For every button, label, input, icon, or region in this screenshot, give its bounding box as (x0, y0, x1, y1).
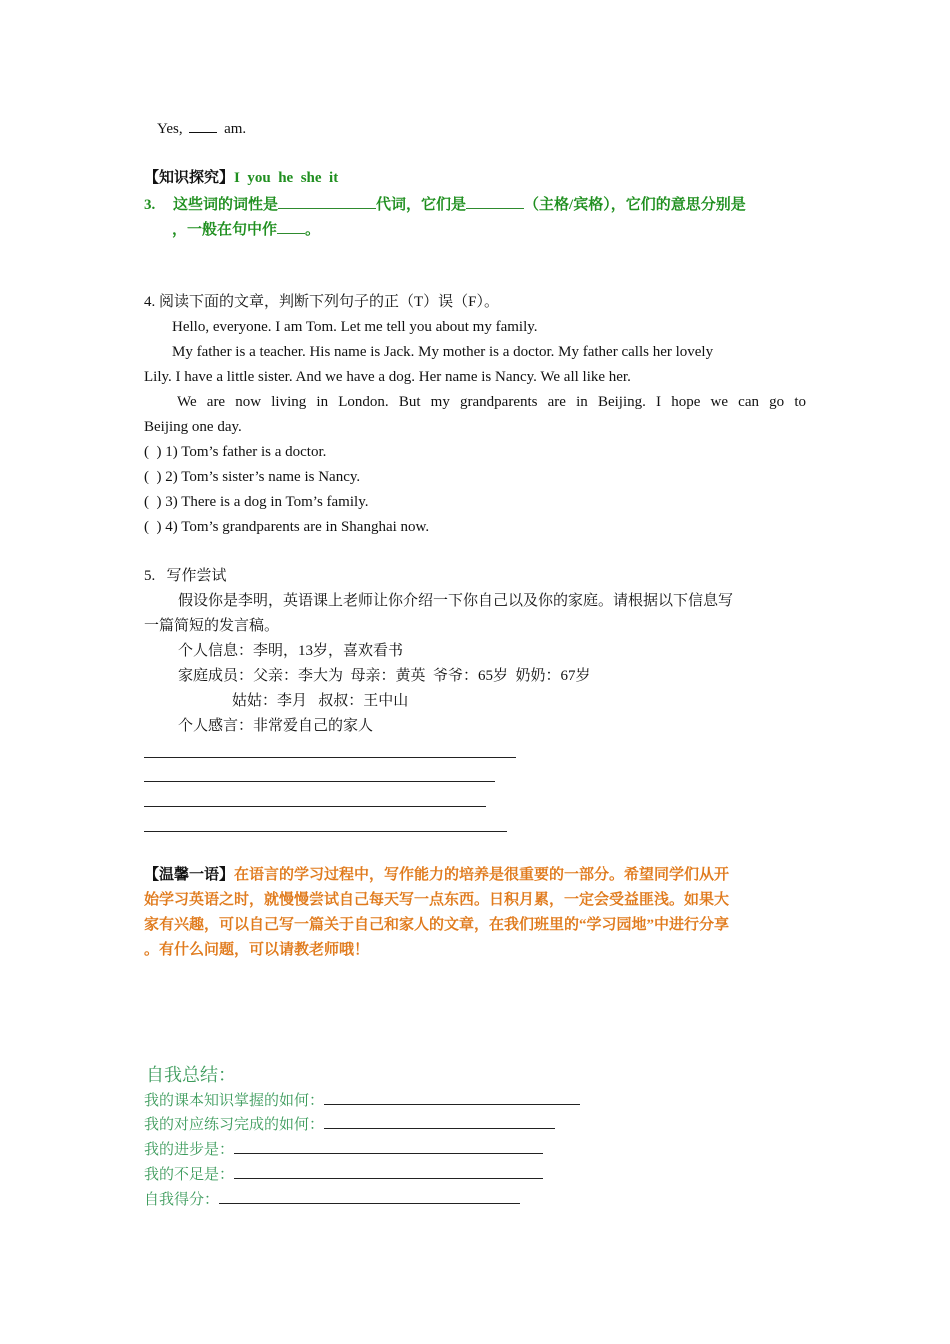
knowledge-heading (144, 168, 338, 188)
pronoun-list: I you he she it (234, 170, 339, 186)
tip-line3: 家有兴趣，可以自己写一篇关于自己和家人的文章，在我们班里的“学习园地”中进行分享 (144, 917, 730, 933)
yes-blank[interactable] (189, 118, 217, 133)
summary-blank[interactable] (324, 1090, 580, 1105)
passage-para1: Hello, everyone. I am Tom. Let me tell you about my family. (172, 319, 538, 335)
writing-answer-line[interactable] (144, 831, 507, 832)
knowledge-question-line2 (172, 218, 320, 240)
question-line2-a: ，一般在句中作 (172, 222, 278, 238)
summary-title: 自我总结： (146, 1065, 236, 1085)
sentence-role-blank[interactable] (277, 218, 305, 234)
writing-answer-line[interactable] (144, 781, 495, 782)
summary-row-shortcomings (144, 1164, 543, 1185)
question-part2: 代词，它们是 (376, 197, 467, 213)
writing-answer-line[interactable] (144, 806, 486, 807)
question-line2-b: 。 (305, 222, 321, 238)
summary-row-progress (144, 1139, 543, 1160)
tf-item-1[interactable]: ( ) 1) Tom’s father is a doctor. (144, 444, 327, 460)
passage-para3-line2: Beijing one day. (144, 419, 242, 435)
tf-item-4[interactable]: ( ) 4) Tom’s grandparents are in Shanghai now. (144, 519, 430, 535)
yes-line (157, 118, 246, 139)
case-blank[interactable] (466, 193, 524, 209)
summary-blank[interactable] (234, 1139, 543, 1154)
passage-para2-line1: My father is a teacher. His name is Jack. My mother is a doctor. My father calls her lovely (172, 344, 714, 360)
tip-text-1: 在语言的学习过程中，写作能力的培养是很重要的一部分。希望同学们从开 (234, 867, 730, 883)
family-members: 家庭成员：父亲：李大为 母亲：黄英 爷爷：65岁 奶奶：67岁 (178, 668, 591, 684)
passage-para2-line2: Lily. I have a little sister. And we have a dog. Her name is Nancy. We all like her. (144, 369, 631, 385)
summary-row-knowledge (144, 1090, 580, 1111)
part-of-speech-blank[interactable] (278, 193, 376, 209)
question-part3: （主格/宾格），它们的意思分别是 (524, 197, 746, 213)
summary-blank[interactable] (219, 1189, 520, 1204)
summary-row-score (144, 1189, 520, 1210)
knowledge-question (144, 193, 746, 215)
yes-suffix: am. (224, 121, 247, 137)
tip-line1 (144, 865, 729, 885)
summary-label: 我的课本知识掌握的如何： (144, 1093, 325, 1109)
reading-heading: 4. 阅读下面的文章，判断下列句子的正（T）误（F）。 (144, 294, 500, 310)
summary-blank[interactable] (234, 1164, 543, 1179)
question-number: 3. (144, 197, 156, 213)
tip-label: 【温馨一语】 (144, 867, 235, 883)
personal-remark: 个人感言：非常爱自己的家人 (178, 718, 374, 734)
writing-heading: 5. 写作尝试 (144, 568, 227, 584)
writing-intro-line2: 一篇简短的发言稿。 (144, 618, 280, 634)
summary-blank[interactable] (324, 1114, 555, 1129)
summary-label: 我的对应练习完成的如何： (144, 1117, 325, 1133)
summary-row-practice (144, 1114, 555, 1135)
tip-line2: 始学习英语之时，就慢慢尝试自己每天写一点东西。日积月累，一定会受益匪浅。如果大 (144, 892, 730, 908)
summary-label: 我的进步是： (144, 1142, 235, 1158)
writing-answer-line[interactable] (144, 757, 516, 758)
tf-item-3[interactable]: ( ) 3) There is a dog in Tom’s family. (144, 494, 369, 510)
question-part1: 这些词的词性是 (173, 197, 279, 213)
personal-info: 个人信息：李明，13岁，喜欢看书 (178, 643, 404, 659)
tip-line4: 。有什么问题，可以请教老师哦！ (144, 942, 370, 958)
summary-label: 我的不足是： (144, 1167, 235, 1183)
tf-item-2[interactable]: ( ) 2) Tom’s sister’s name is Nancy. (144, 469, 361, 485)
passage-para3-line1: We are now living in London. But my grandparents are in Beijing. I hope we can go to (177, 394, 806, 410)
knowledge-label: 【知识探究】 (144, 170, 235, 186)
family-members-relatives: 姑姑：李月 叔叔：王中山 (232, 693, 409, 709)
summary-label: 自我得分： (144, 1192, 220, 1208)
yes-prefix: Yes, (157, 121, 183, 137)
writing-intro-line1: 假设你是李明，英语课上老师让你介绍一下你自己以及你的家庭。请根据以下信息写 (178, 593, 734, 609)
